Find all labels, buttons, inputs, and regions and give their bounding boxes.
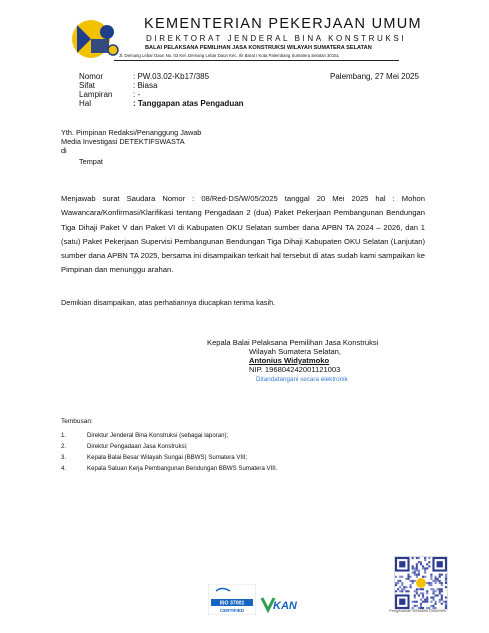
list-item: 1. Direktur Jenderal Bina Konstruksi (sebagai laporan);	[61, 432, 229, 439]
body-paragraph	[61, 192, 425, 278]
hal-label: Hal	[79, 99, 92, 108]
esign-note: Ditandatangani secara elektronik	[256, 376, 348, 383]
qr-caption: Pengesahan Keaslian Dokumen	[389, 608, 447, 613]
list-item: 2. Direktur Pengadaan Jasa Konstruksi;	[61, 443, 188, 450]
addressee-line2: Media Investigasi DETEKTIFSWASTA	[61, 137, 185, 146]
iso-sub: CERTIFIED	[219, 608, 245, 613]
body-text: Menjawab surat Saudara Nomor : 08/Red-DS/W/05/2025 tanggal 20 Mei 2025 hal : Mohon Wawancara/Konfirmasi/Klarifikasi tentang Pengadaan 2 (dua) Paket Pekerjaan Pembangunan Bendungan Tiga Dihaji Paket V dan Paket VI di Kabupaten OKU Selatan sumber dana APBN TA 2024 – 2026, dan 1 (satu) Paket Pekerjaan Supervisi Pembangunan Bendungan Tiga Dihaji Kabupaten OKU Selatan (Lanjutan) sumber dana APBN TA 2025, bersama ini disampaikan terkait hal tersebut di atas sudah kami sampaikan ke Pimpinan dan menunggu arahan.	[61, 194, 425, 275]
letter-date: Palembang, 27 Mei 2025	[330, 72, 419, 81]
office-address: Jl. Demang Lebar Daun No. 03 Kel. Demang Lebar Daun Kec. Ilir Barat I Kota Palembang Sumatera Selatan 30151	[119, 53, 339, 58]
list-item: 3. Kepala Balai Besar Wilayah Sungai (BBWS) Sumatera VIII;	[61, 454, 248, 461]
lampiran-label: Lampiran	[79, 90, 113, 99]
nomor-value: : PW.03.02-Kb17/385	[133, 72, 210, 81]
office-name: BALAI PELAKSANA PEMILIHAN JASA KONSTRUKSI WILAYAH SUMATERA SELATAN	[145, 45, 372, 51]
kan-logo	[260, 594, 300, 614]
list-item: 4. Kepala Satuan Kerja Pembangunan Bendungan BBWS Sumatera VIII.	[61, 465, 278, 472]
sifat-value: : Biasa	[133, 81, 158, 90]
letterhead-divider	[114, 60, 399, 61]
tembusan-title: Tembusan:	[61, 418, 93, 425]
pu-logo	[69, 17, 123, 60]
iso-37001-badge	[208, 584, 256, 615]
signature-block	[207, 338, 407, 374]
signatory-name: Antonius Widyatmoko	[249, 356, 330, 365]
directorate-name: DIREKTORAT JENDERAL BINA KONSTRUKSI	[146, 34, 407, 43]
nomor-label: Nomor	[79, 72, 104, 81]
lampiran-value: : -	[133, 90, 141, 99]
addressee-line1: Yth. Pimpinan Redaksi/Penanggung Jawab	[61, 128, 202, 137]
ministry-name: KEMENTERIAN PEKERJAAN UMUM	[144, 16, 422, 32]
addressee-line3: di	[61, 146, 67, 155]
signature-title: Kepala Balai Pelaksana Pemilihan Jasa Konstruksi	[207, 338, 379, 347]
closing-text: Demikian disampaikan, atas perhatiannya diucapkan terima kasih.	[61, 298, 276, 307]
qr-code	[394, 556, 448, 610]
addressee-line4: Tempat	[79, 157, 103, 166]
kan-label: KAN	[273, 600, 297, 612]
iso-label: ISO 37001	[219, 600, 245, 607]
signatory-nip: NIP. 196804242001121003	[249, 365, 341, 374]
signature-region: Wilayah Sumatera Selatan,	[249, 347, 342, 356]
sifat-label: Sifat	[79, 81, 96, 90]
tembusan-list	[61, 430, 277, 474]
hal-value: : Tanggapan atas Pengaduan	[133, 99, 244, 108]
